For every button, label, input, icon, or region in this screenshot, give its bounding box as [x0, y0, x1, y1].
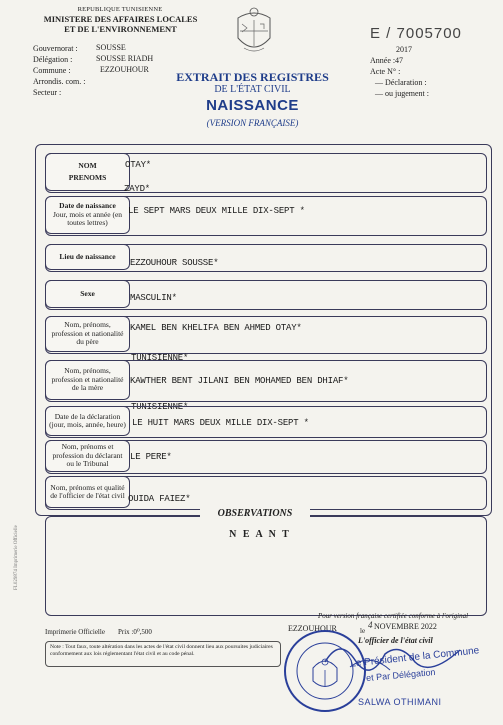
nom-row	[45, 153, 487, 193]
declaration-date-label: Date de la déclaration (jour, mois, année, heure)	[45, 406, 130, 436]
title-line1: EXTRAIT DES REGISTRES	[176, 70, 329, 84]
declaration-date-value: LE HUIT MARS DEUX MILLE DIX-SEPT *	[132, 418, 309, 428]
delegation-value: SOUSSE RIADH	[96, 54, 154, 63]
sex-label: Sexe	[45, 280, 130, 308]
declarant-label: Nom, prénoms et profession du déclarant ou le Tribunal	[45, 440, 130, 472]
officer-title: L'officier de l'état civil	[358, 636, 433, 645]
gouvernorat-label: Gouvernorat :	[33, 44, 78, 53]
observations-title: OBSERVATIONS	[200, 508, 310, 519]
signature-line1: Le Président de la Commune	[349, 645, 480, 670]
observations-value: N E A N T	[229, 529, 291, 540]
footer-day: 4	[368, 620, 373, 630]
prenoms-label: PRENOMS	[68, 173, 107, 182]
jugement-label: — ou jugement :	[375, 89, 429, 98]
declaration-label: — Déclaration :	[375, 78, 427, 87]
mother-nationality: TUNISIENNE*	[131, 402, 189, 412]
title-line3: NAISSANCE	[206, 97, 299, 114]
birth-place-value: EZZOUHOUR SOUSSE*	[130, 258, 219, 268]
document-number: E / 7005700	[370, 25, 462, 42]
arrondis-label: Arrondis. com. :	[33, 77, 86, 86]
ministry-line2: ET DE L'ENVIRONNEMENT	[64, 24, 177, 34]
mother-value: KAWTHER BENT JILANI BEN MOHAMED BEN DHIAF*	[130, 376, 349, 386]
title-line4: (VERSION FRANÇAISE)	[206, 118, 299, 128]
footer-date-prefix: le	[360, 627, 366, 635]
officer-label: Nom, prénoms et qualité de l'officier de l'état civil	[45, 476, 130, 508]
tunisia-emblem-icon	[232, 4, 276, 60]
sex-value: MASCULIN*	[130, 293, 177, 303]
ministry-line1: MINISTERE DES AFFAIRES LOCALES	[43, 14, 198, 24]
legal-note: Note : Tout faux, toute altération dans les actes de l'état civil donnent lieu aux poursuites judiciaires conformement aux lois réglementant l'état civil et au code pénal.	[45, 641, 281, 667]
gouvernorat-value: SOUSSE	[96, 43, 126, 52]
signature-name: SALWA OTHIMANI	[358, 697, 442, 707]
annee-label: Année :	[370, 56, 396, 65]
delegation-label: Délégation :	[33, 55, 73, 64]
acte-label: Acte N° :	[370, 67, 401, 76]
commune-label: Commune :	[33, 66, 71, 75]
birth-date-subtitle: Jour, mois et année (en toutes lettres)	[52, 209, 123, 228]
birth-place-label: Lieu de naissance	[45, 244, 130, 270]
year-value: 2017	[396, 45, 412, 54]
price-label: Prix :0⁰,500	[118, 628, 152, 636]
secteur-label: Secteur :	[33, 88, 62, 97]
annee-value: 47	[395, 56, 403, 65]
prenoms-value: ZAYD*	[124, 184, 151, 194]
nom-label: NOM	[78, 160, 97, 170]
birth-date-title: Date de naissance	[59, 201, 116, 211]
signature-line2: et Par Délégation	[365, 666, 436, 684]
officer-value: OUIDA FAIEZ*	[128, 494, 191, 504]
side-print-code: FL029874 Imprimerie Officielle	[14, 525, 19, 590]
certified-text: Pour version française certifiée conforme à l'original	[318, 612, 469, 620]
father-nationality: TUNISIENNE*	[131, 353, 189, 363]
title-line2: DE L'ÉTAT CIVIL	[214, 84, 291, 95]
commune-value: EZZOUHOUR	[100, 65, 149, 74]
republic-label: REPUBLIQUE TUNISIENNE	[77, 6, 163, 13]
mother-label: Nom, prénoms, profession et nationalité de la mère	[45, 360, 130, 400]
printer-label: Imprimerie Officielle	[45, 628, 105, 636]
footer-date: NOVEMBRE 2022	[374, 622, 437, 631]
father-value: KAMEL BEN KHELIFA BEN AHMED OTAY*	[130, 323, 302, 333]
nom-value: OTAY*	[125, 160, 152, 170]
declarant-value: LE PERE*	[130, 452, 172, 462]
birth-date-label	[45, 196, 130, 234]
birth-date-value: LE SEPT MARS DEUX MILLE DIX-SEPT *	[128, 206, 305, 216]
footer-place: EZZOUHOUR	[288, 624, 337, 633]
father-label: Nom, prénoms, profession et nationalité du père	[45, 316, 130, 352]
